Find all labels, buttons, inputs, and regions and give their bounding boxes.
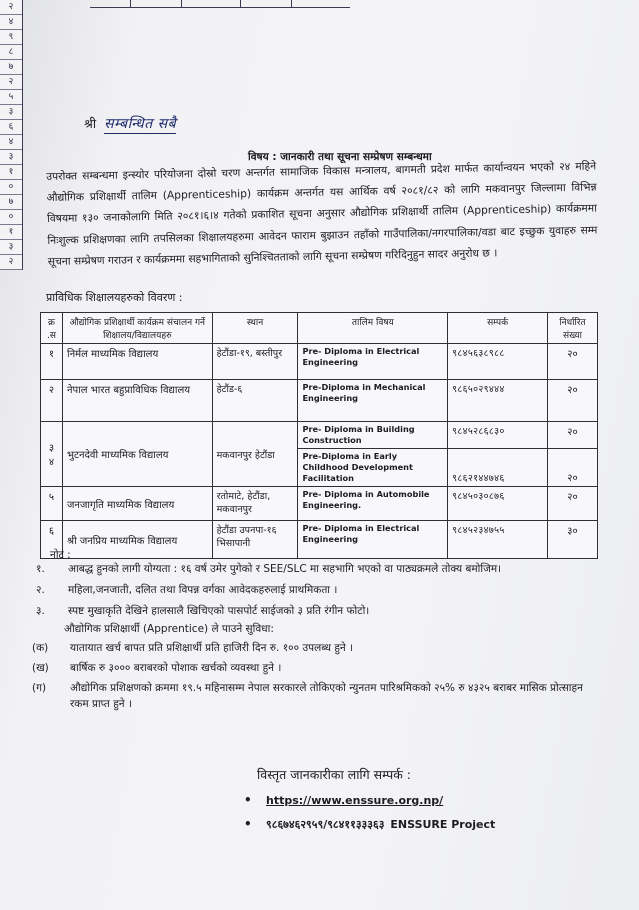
cell-contact: ९८४५२८६८३० bbox=[448, 422, 548, 449]
strip-char: ० bbox=[0, 210, 22, 225]
strip-char: ९ bbox=[0, 30, 22, 45]
cell-seats: ३० bbox=[548, 521, 598, 559]
note-text: स्पष्ट मुखाकृति देखिने हालसालै खिचिएको पासपोर्ट साईजको ३ प्रति रंगीन फोटो। bbox=[68, 605, 370, 617]
header-school: औद्योगिक प्रशिक्षार्थी कार्यक्रम संचालन गर्ने शिक्षालय/विद्यालयहरु bbox=[62, 313, 212, 344]
benefit-marker: (ख) bbox=[32, 662, 49, 674]
header-sn: क्र .स bbox=[41, 313, 63, 344]
strip-char: ५ bbox=[0, 90, 22, 105]
contact-title: विस्तृत जानकारीका लागि सम्पर्क : bbox=[257, 767, 412, 782]
notes-list bbox=[36, 562, 596, 625]
cell-sn: ५ bbox=[41, 487, 63, 521]
strip-char: ३ bbox=[0, 105, 22, 120]
header-course: तालिम विषय bbox=[298, 313, 448, 344]
table-row bbox=[41, 487, 598, 521]
strip-char: ६ bbox=[0, 120, 22, 135]
strip-char: २ bbox=[0, 75, 22, 90]
cell-school: भुटनदेवी माध्यमिक विद्यालय bbox=[62, 422, 212, 487]
table-row bbox=[41, 521, 598, 559]
cell-seats: २० bbox=[548, 344, 598, 380]
subject-line: विषय : जानकारी तथा सूचना सम्प्रेषण सम्बन्धमा bbox=[248, 151, 432, 163]
strip-char: १ bbox=[0, 225, 22, 240]
table-header-row bbox=[41, 313, 598, 344]
benefit-text: बार्षिक रु ३००० बराबरको पोशाक खर्चको व्यवस्था हुने । bbox=[70, 662, 282, 674]
header-contact: सम्पर्क bbox=[448, 313, 548, 344]
cell-contact: ९८४५६३८९८८ bbox=[448, 344, 548, 380]
list-item bbox=[32, 640, 592, 656]
cell-contact: ९८६५०२९४४४ bbox=[448, 380, 548, 422]
note-number: २. bbox=[36, 584, 45, 596]
cell-seats: २० bbox=[548, 487, 598, 521]
strip-char: ३ bbox=[0, 150, 22, 165]
cell-place: हेटौंडा-१९, बस्तीपुर bbox=[212, 344, 298, 380]
cell-school: निर्मल माध्यमिक विद्यालय bbox=[62, 344, 212, 380]
cell-sn: ४ bbox=[48, 457, 55, 468]
list-item bbox=[32, 680, 592, 712]
table-row bbox=[41, 344, 598, 380]
body-paragraph: उपरोक्त सम्बन्धमा इन्स्योर परियोजना दोस्रो चरण अन्तर्गत सामाजिक विकास मन्त्रालय, बागमती प्रदेश मार्फत कार्यान्वयन भएको २४ महिने औद्योगिक प्रशिक्षार्थी तालिम (Apprenticeship) कार्यक्रम अन्तर्गत यस आर्थिक वर्ष २०८१/८२ को लागि मकवानपुर जिल्लामा विभिन्न विषयमा १३० जनाकोलागि मिति २०८१।६।४ गतेको प्रकाशित सूचना अनुसार औद्योगिक प्रशिक्षार्थी तालिम (Apprenticeship) कार्यक्रममा निःशुल्क प्रशिक्षणका लागि तपसिलका शिक्षालयहरुमा आवेदन फाराम बुझाउन तहाँको गाउँपालिका/नगरपालिका/वडा बाट इच्छुक युवाहरु सम्म सूचना सम्प्रेषण गराउन र कार्यक्रममा सहभागिताको सुनिश्चितताको लागि सूचना सम्प्रेषण गरिदिनुहुन सादर अनुरोध छ । bbox=[46, 159, 598, 268]
strip-char: २ bbox=[0, 0, 22, 15]
note-text: आबद्ध हुनको लागी योग्यता : १६ वर्ष उमेर पुगेको र SEE/SLC मा सहभागि भएको वा पाठ्यक्रमले तोक्य बमोजिम। bbox=[68, 563, 502, 575]
list-item bbox=[36, 562, 596, 583]
contact-list bbox=[244, 788, 495, 836]
cell-course: Pre- Diploma in Building Construction bbox=[298, 422, 448, 449]
strip-char: ३ bbox=[0, 240, 22, 255]
cell-course: Pre- Diploma in Electrical Engineering bbox=[298, 521, 448, 559]
strip-char: ० bbox=[0, 180, 22, 195]
strip-char: ७ bbox=[0, 60, 22, 75]
table-row bbox=[41, 380, 598, 422]
cell-sn: ३ bbox=[48, 443, 55, 454]
cell-place: रतोमाटे, हेटौंडा, मकवानपुर bbox=[212, 487, 298, 521]
cell-seats: २० bbox=[548, 380, 598, 422]
cell-contact: ९८६२१४४७४६ bbox=[448, 449, 548, 487]
cell-school: नेपाल भारत बहुप्राविधिक विद्यालय bbox=[62, 380, 212, 422]
addressee-prefix: श्री bbox=[84, 116, 97, 131]
strip-char: ७ bbox=[0, 195, 22, 210]
note-number: १. bbox=[36, 563, 45, 575]
benefit-marker: (ग) bbox=[32, 682, 47, 694]
cell-place: हेटौंड-६ bbox=[212, 380, 298, 422]
table-row bbox=[41, 422, 598, 449]
cell-course: Pre- Diploma in Electrical Engineering bbox=[298, 344, 448, 380]
strip-char: २ bbox=[0, 255, 22, 270]
cell-course: Pre-Diploma in Mechanical Engineering bbox=[298, 380, 448, 422]
strip-char: ४ bbox=[0, 15, 22, 30]
list-item bbox=[36, 583, 596, 604]
cell-sn: २ bbox=[41, 380, 63, 422]
strip-char: ४ bbox=[0, 135, 22, 150]
benefits-title: औद्योगिक प्रशिक्षार्थी (Apprentice) ले पाउने सुविधा: bbox=[64, 623, 274, 635]
bullet-icon: • bbox=[244, 793, 252, 807]
note-text: महिला,जनजाती, दलित तथा विपन्न वर्गका आवेदकहरुलाई प्राथमिकता । bbox=[68, 584, 338, 596]
header-place: स्थान bbox=[212, 313, 298, 344]
strip-char: १ bbox=[0, 165, 22, 180]
cell-place: हेटौंडा उपनपा-१६ भिसापानी bbox=[212, 521, 298, 559]
list-item bbox=[244, 812, 495, 836]
schools-table bbox=[40, 312, 598, 559]
benefit-text: औद्योगिक प्रशिक्षणको क्रममा १९.५ महिनासम्म नेपाल सरकारले तोकिएको न्युनतम पारिश्रमिकको २५% रु ४३२५ बराबर मासिक प्रोत्साहन रकम प्राप्त हुने । bbox=[70, 682, 583, 710]
project-name: ENSSURE Project bbox=[390, 817, 496, 831]
torn-header-edge bbox=[90, 0, 350, 8]
cell-sn: ६ bbox=[41, 521, 63, 559]
cell-seats: २० bbox=[548, 449, 598, 487]
benefit-marker: (क) bbox=[32, 642, 49, 654]
cell-course: Pre-Diploma in Early Childhood Development Facilitation bbox=[298, 449, 448, 487]
header-seats: निर्धारित संख्या bbox=[548, 313, 598, 344]
cell-contact: ९८४५२३४७५५ bbox=[448, 521, 548, 559]
note-number: ३. bbox=[36, 605, 45, 617]
bullet-icon: • bbox=[244, 817, 252, 831]
strip-char: ८ bbox=[0, 45, 22, 60]
cell-place: मकवानपुर हेटौंडा bbox=[212, 422, 298, 487]
list-item bbox=[32, 660, 592, 676]
list-item bbox=[244, 788, 495, 812]
benefit-text: यातायात खर्च बापत प्रति प्रशिक्षार्थी प्रति हाजिरी दिन रु. १०० उपलब्ध हुने । bbox=[70, 642, 354, 654]
cell-contact: ९८४५०३०८७६ bbox=[448, 487, 548, 521]
left-binder-strip bbox=[0, 0, 23, 270]
cell-sn-merged bbox=[41, 422, 63, 487]
website-link[interactable]: https://www.enssure.org.np/ bbox=[266, 793, 444, 807]
note-title: नोट : bbox=[50, 549, 71, 561]
cell-seats: २० bbox=[548, 422, 598, 449]
section-title: प्राविधिक शिक्षालयहरुको विवरण : bbox=[46, 291, 183, 304]
contact-phones: ९८६७४६२९५९/९८४११३३३६३ bbox=[266, 817, 385, 831]
cell-sn: १ bbox=[41, 344, 63, 380]
addressee-handwritten-name: सम्बन्धित सबै bbox=[104, 116, 177, 132]
benefits-list bbox=[32, 640, 592, 716]
addressee bbox=[84, 114, 176, 133]
cell-course: Pre- Diploma in Automobile Engineering. bbox=[298, 487, 448, 521]
cell-school: जनजागृति माध्यमिक विद्यालय bbox=[62, 487, 212, 521]
cell-school: श्री जनप्रिय माध्यमिक विद्यालय bbox=[62, 521, 212, 559]
